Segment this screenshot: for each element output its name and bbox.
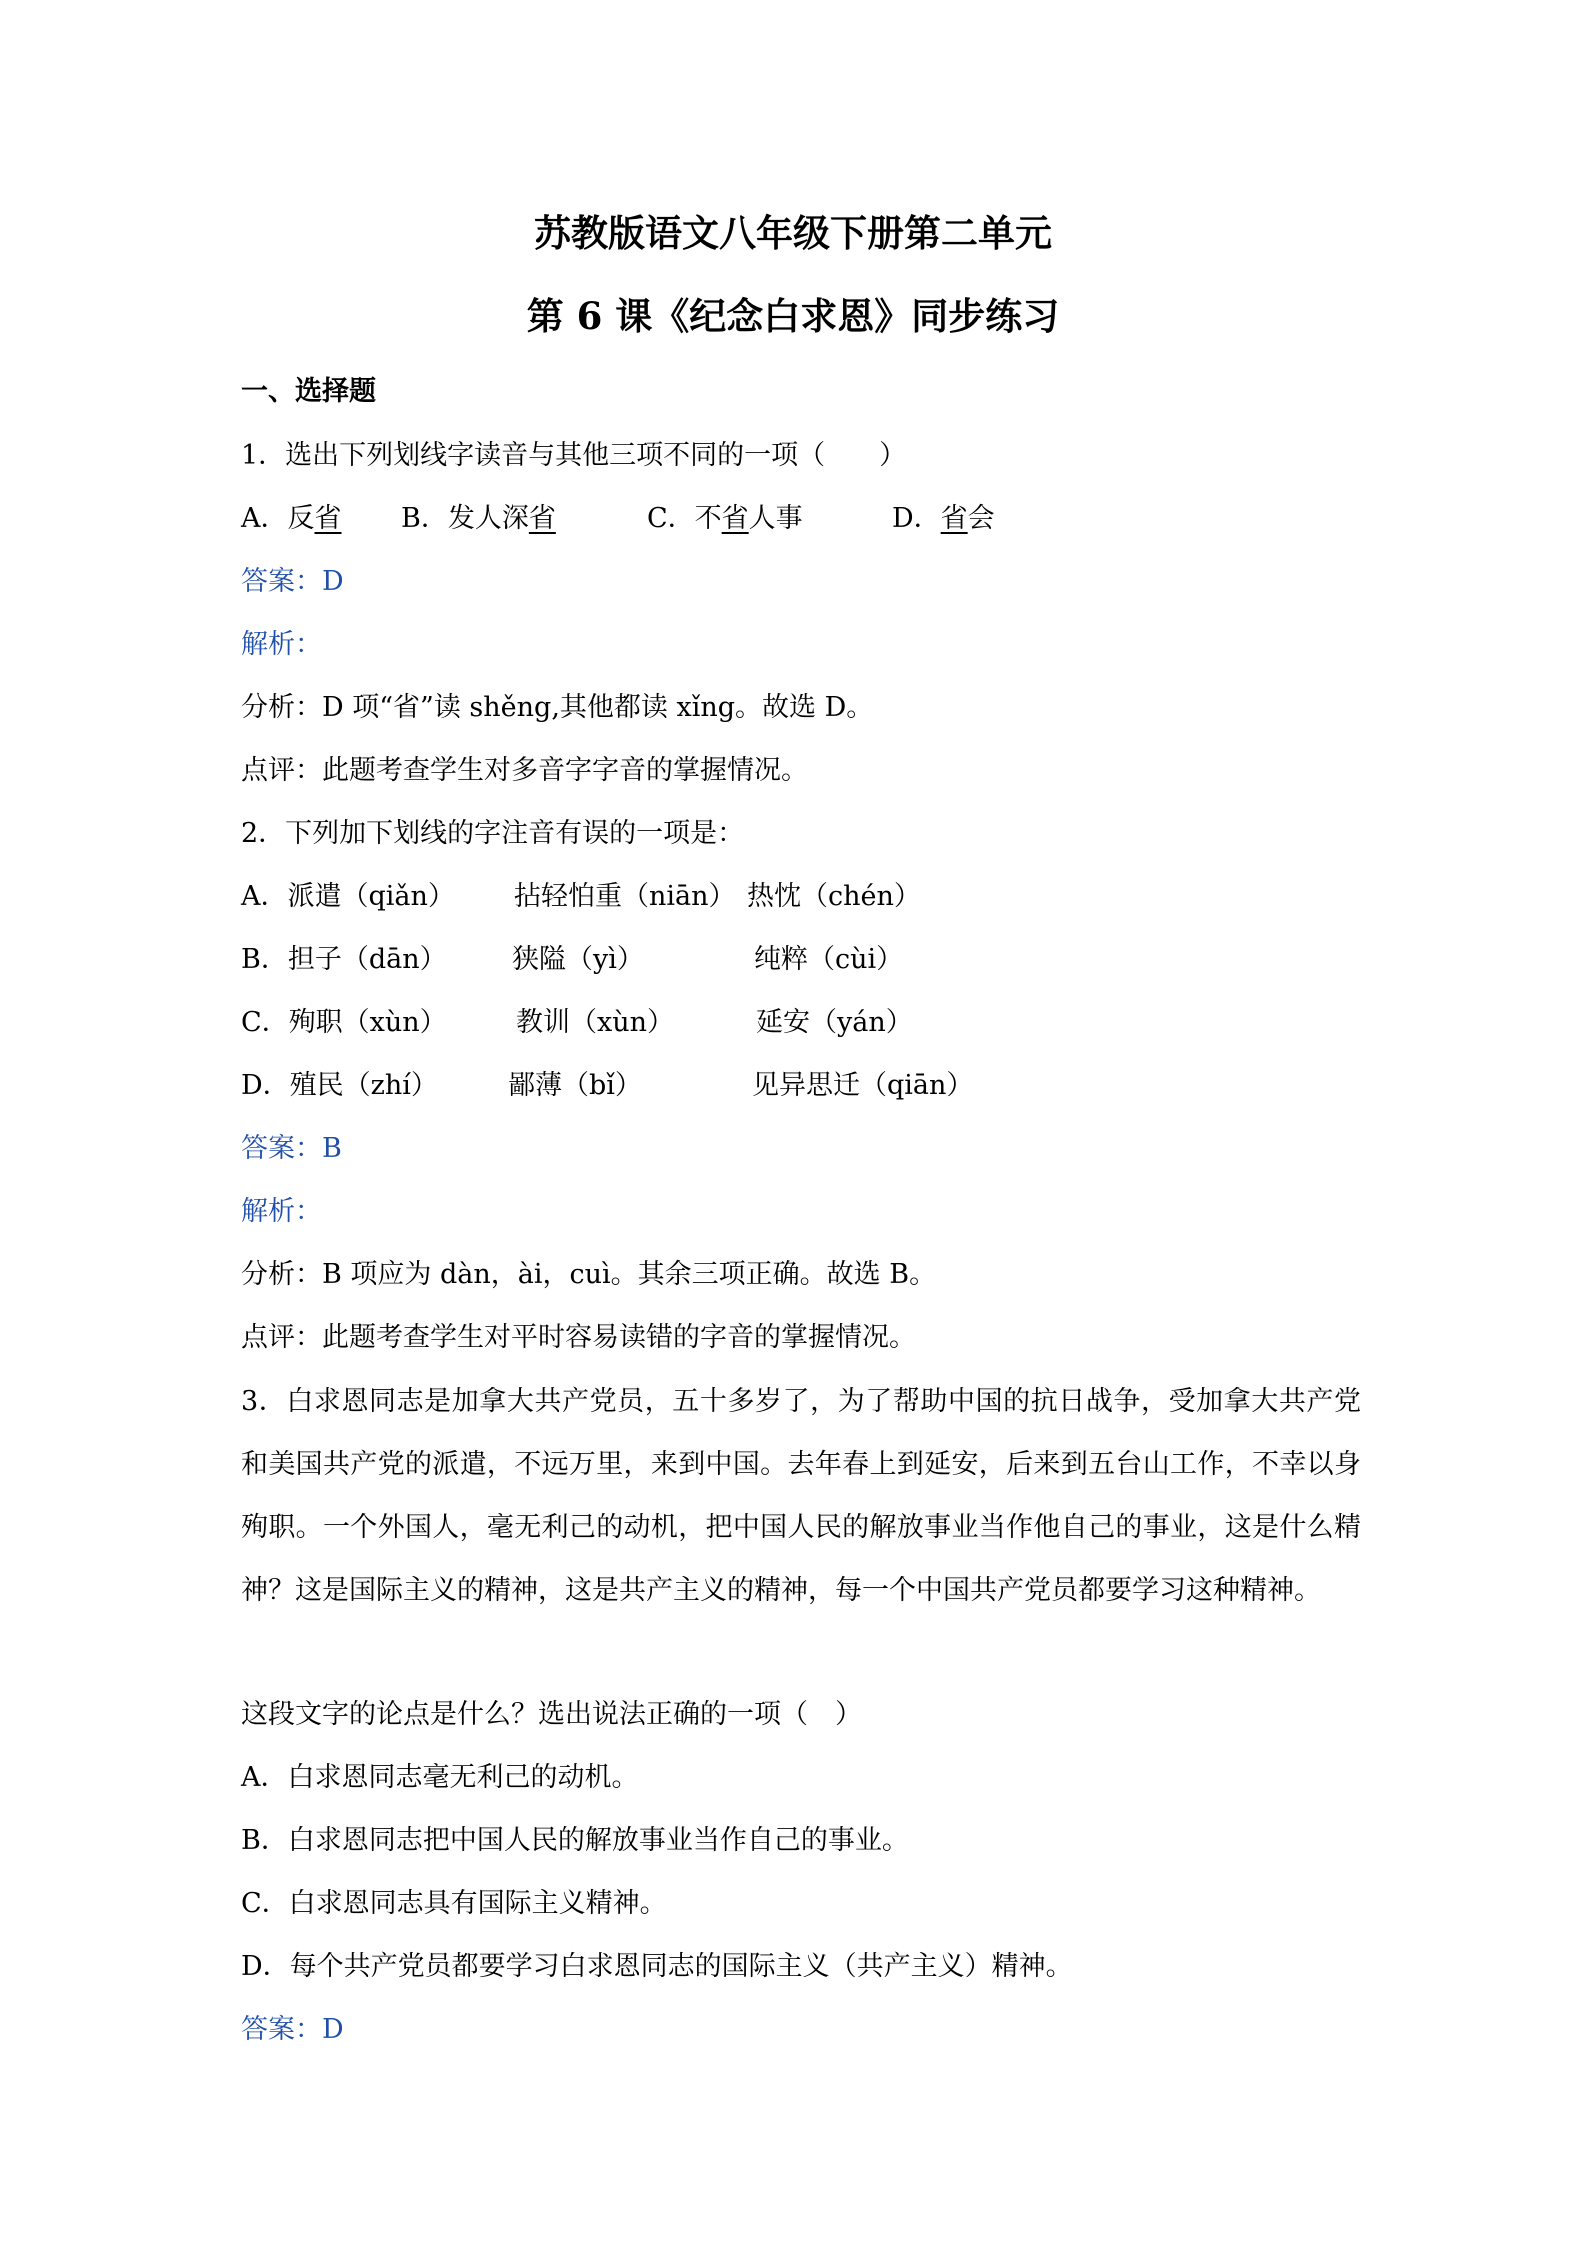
q1-option-a — [241, 505, 342, 532]
q2-row-c-col1: C．殉职（xùn） — [241, 1007, 447, 1038]
q1-option-c-underlined: 省 — [721, 503, 749, 534]
q1-stem: 1．选出下列划线字读音与其他三项不同的一项（ ） — [241, 440, 907, 471]
q3-option-a: A．白求恩同志毫无利己的动机。 — [241, 1762, 639, 1793]
q2-row-b-col2: 狭隘（yì） — [512, 944, 644, 975]
q2-row-b-col1: B．担子（dān） — [241, 944, 447, 975]
section-heading: 一、选择题 — [241, 376, 376, 407]
q1-comment: 点评：此题考查学生对多音字字音的掌握情况。 — [241, 755, 808, 786]
q1-option-d-suffix: 会 — [967, 503, 995, 534]
q1-option-c-prefix: C．不 — [647, 503, 722, 534]
q1-analysis: 分析：D 项“省”读 shěng,其他都读 xǐng。故选 D。 — [241, 692, 874, 723]
q2-row-c-col3: 延安（yán） — [756, 1007, 913, 1038]
q3-option-d: D．每个共产党员都要学习白求恩同志的国际主义（共产主义）精神。 — [241, 1951, 1073, 1982]
q1-option-d-underlined: 省 — [940, 503, 968, 534]
q3-passage: 3．白求恩同志是加拿大共产党员，五十多岁了，为了帮助中国的抗日战争，受加拿大共产党和美国共产党的派遣，不远万里，来到中国。去年春上到延安，后来到五台山工作，不幸以身殉职。一个外国人，毫无利己的动机，把中国人民的解放事业当作他自己的事业，这是什么精神？这是国际主义的精神，这是共产主义的精神，每一个中国共产党员都要学习这种精神。 — [241, 1386, 1361, 1606]
document-title-line1: 苏教版语文八年级下册第二单元 — [534, 211, 1052, 255]
q2-row-d-col1: D．殖民（zhí） — [241, 1070, 438, 1101]
q1-jiexi-label: 解析： — [241, 629, 322, 660]
q1-option-a-prefix: A．反 — [241, 503, 315, 534]
q3-answer: 答案：D — [241, 2014, 344, 2045]
q1-option-b-underlined: 省 — [528, 503, 556, 534]
q1-option-a-underlined: 省 — [314, 503, 342, 534]
q1-option-b-prefix: B．发人深 — [401, 503, 529, 534]
q2-answer: 答案：B — [241, 1133, 342, 1164]
q1-answer: 答案：D — [241, 566, 344, 597]
q1-option-c-suffix: 人事 — [748, 503, 803, 534]
q2-row-a-col1: A．派遣（qiǎn） — [241, 881, 455, 912]
q1-option-c — [647, 505, 803, 532]
q1-option-d-prefix: D． — [892, 503, 941, 534]
q1-option-b — [401, 505, 556, 532]
document-title-line2: 第 6 课《纪念白求恩》同步练习 — [526, 294, 1060, 338]
q2-analysis: 分析：B 项应为 dàn，ài，cuì。其余三项正确。故选 B。 — [241, 1259, 937, 1290]
q2-row-a-col2: 拈轻怕重（niān） — [514, 881, 736, 912]
q2-stem: 2．下列加下划线的字注音有误的一项是： — [241, 818, 745, 849]
q2-row-c-col2: 教训（xùn） — [516, 1007, 675, 1038]
q1-option-d — [892, 505, 995, 532]
q2-row-b-col3: 纯粹（cùi） — [754, 944, 904, 975]
q2-row-d-col3: 见异思迁（qiān） — [752, 1070, 974, 1101]
q3-option-c: C．白求恩同志具有国际主义精神。 — [241, 1888, 667, 1919]
q2-comment: 点评：此题考查学生对平时容易读错的字音的掌握情况。 — [241, 1322, 916, 1353]
q2-row-d-col2: 鄙薄（bǐ） — [508, 1070, 642, 1101]
q3-stem: 这段文字的论点是什么？选出说法正确的一项（ ） — [241, 1699, 862, 1730]
q2-jiexi-label: 解析： — [241, 1196, 322, 1227]
q3-option-b: B．白求恩同志把中国人民的解放事业当作自己的事业。 — [241, 1825, 909, 1856]
q2-row-a-col3: 热忱（chén） — [747, 881, 921, 912]
